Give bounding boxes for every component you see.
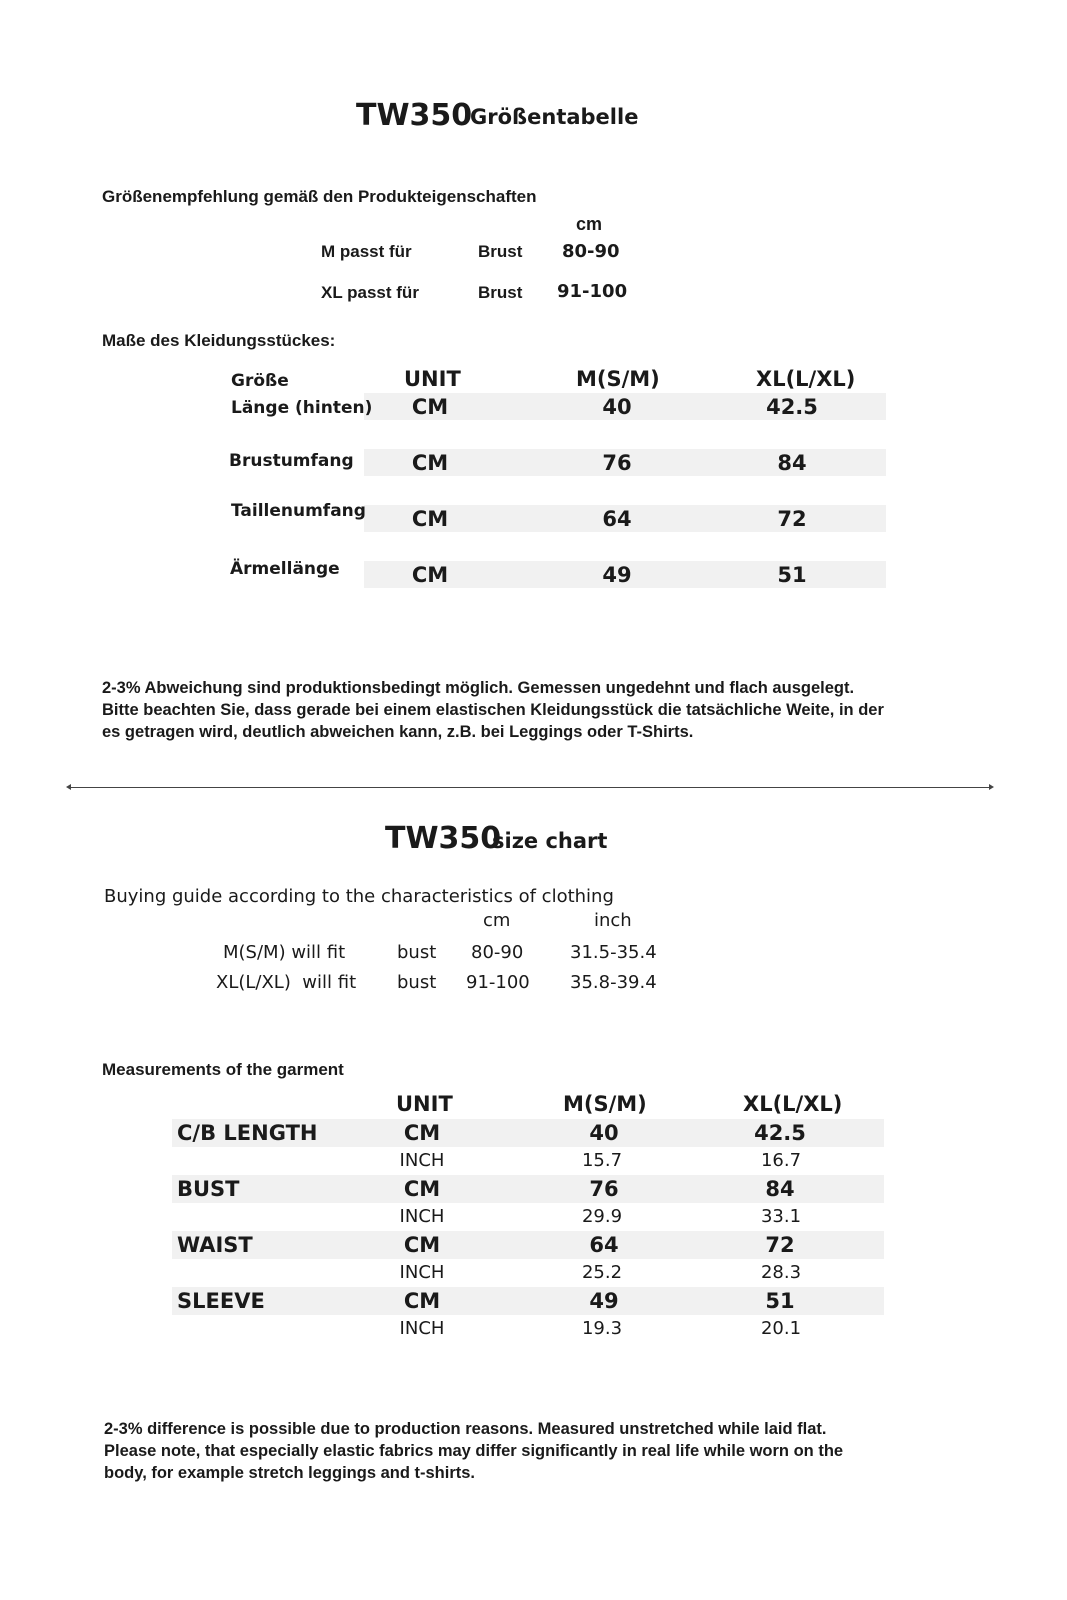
de-row-xl: 42.5 [766,395,818,419]
en-measure-heading: Measurements of the garment [102,1060,344,1079]
de-row-unit: CM [411,507,449,531]
en-guide-heading: Buying guide according to the characteristics of clothing [104,886,614,907]
en-row-xl-cm: 72 [765,1233,795,1257]
de-recommend-label: XL passt für [321,283,419,302]
de-header-size: Größe [231,371,289,391]
en-guide-unit-inch: inch [594,910,632,931]
en-row-m-inch: 15.7 [581,1150,623,1171]
en-guide-label: XL(L/XL) will fit [216,972,357,993]
de-row-label: Länge (hinten) [231,398,373,418]
en-row-m-cm: 40 [589,1121,619,1145]
de-note-line: es getragen wird, deutlich abweichen kann, z.B. bei Leggings oder T-Shirts. [102,723,694,741]
de-row-unit: CM [411,395,449,419]
en-row-unit-cm: CM [403,1289,441,1313]
en-row-label: BUST [177,1177,240,1201]
en-header-xl: XL(L/XL) [743,1092,843,1116]
en-row-xl-cm: 51 [765,1289,795,1313]
en-guide-part: bust [397,972,437,993]
de-recommend-label: M passt für [321,242,412,261]
en-note [104,1418,843,1484]
en-row-m-inch: 29.9 [581,1206,623,1227]
de-title-code: TW350 [356,98,473,133]
en-row-unit-cm: CM [403,1233,441,1257]
de-row-xl: 51 [777,563,807,587]
de-note-line: 2-3% Abweichung sind produktionsbedingt möglich. Gemessen ungedehnt und flach ausgelegt. [102,679,855,697]
de-row-m: 40 [602,395,632,419]
en-row-m-cm: 49 [589,1289,619,1313]
de-header-xl: XL(L/XL) [756,367,856,391]
en-row-unit-cm: CM [403,1177,441,1201]
en-row-unit-inch: INCH [399,1318,445,1339]
de-recommend-value: 91-100 [557,281,628,302]
en-title-sub: size chart [492,829,608,853]
de-row-m: 49 [602,563,632,587]
de-row-unit: CM [411,563,449,587]
de-row-unit: CM [411,451,449,475]
en-row-label: SLEEVE [177,1289,265,1313]
de-row-m: 76 [602,451,632,475]
en-row-xl-inch: 16.7 [760,1150,802,1171]
en-row-m-inch: 19.3 [581,1318,623,1339]
en-guide-unit-cm: cm [483,910,511,931]
en-row-label: WAIST [177,1233,253,1257]
en-guide-part: bust [397,942,437,963]
en-note-line: Please note, that especially elastic fabrics may differ significantly in real life while worn on the [104,1442,844,1460]
de-note [102,677,884,743]
de-recommend-heading: Größenempfehlung gemäß den Produkteigenschaften [102,187,537,206]
de-row-xl: 84 [777,451,807,475]
de-row-label: Brustumfang [229,451,354,471]
en-row-m-cm: 64 [589,1233,619,1257]
en-note-line: 2-3% difference is possible due to production reasons. Measured unstretched while laid flat. [104,1420,827,1438]
en-row-xl-cm: 42.5 [754,1121,806,1145]
en-row-unit-inch: INCH [399,1262,445,1283]
en-row-unit-inch: INCH [399,1150,445,1171]
de-row-label: Ärmellänge [230,559,340,579]
de-recommend-unit: cm [576,214,603,234]
en-row-m-cm: 76 [589,1177,619,1201]
en-row-unit-inch: INCH [399,1206,445,1227]
en-guide-inch: 31.5-35.4 [570,942,657,963]
de-row-xl: 72 [777,507,807,531]
de-header-m: M(S/M) [576,367,660,391]
de-note-line: Bitte beachten Sie, dass gerade bei einem elastischen Kleidungsstück die tatsächliche Weite, in der [102,701,884,719]
en-guide-cm: 80-90 [471,942,524,963]
en-row-m-inch: 25.2 [581,1262,623,1283]
en-title-code: TW350 [385,821,502,856]
section-divider [70,787,990,788]
en-guide-inch: 35.8-39.4 [570,972,657,993]
de-measure-heading: Maße des Kleidungsstückes: [102,331,336,350]
de-row-m: 64 [602,507,632,531]
en-row-xl-inch: 33.1 [760,1206,802,1227]
en-row-xl-inch: 28.3 [760,1262,802,1283]
en-row-xl-inch: 20.1 [760,1318,802,1339]
de-recommend-part: Brust [478,283,523,302]
de-header-unit: UNIT [404,367,461,391]
de-recommend-part: Brust [478,242,523,261]
en-header-m: M(S/M) [563,1092,647,1116]
en-row-xl-cm: 84 [765,1177,795,1201]
en-row-label: C/B LENGTH [177,1121,318,1145]
de-title-sub: Größentabelle [470,105,639,129]
en-note-line: body, for example stretch leggings and t-shirts. [104,1464,476,1482]
en-guide-cm: 91-100 [466,972,530,993]
en-guide-label: M(S/M) will fit [223,942,346,963]
en-header-unit: UNIT [396,1092,453,1116]
de-recommend-value: 80-90 [562,241,620,262]
de-row-label: Taillenumfang [231,501,366,521]
en-row-unit-cm: CM [403,1121,441,1145]
